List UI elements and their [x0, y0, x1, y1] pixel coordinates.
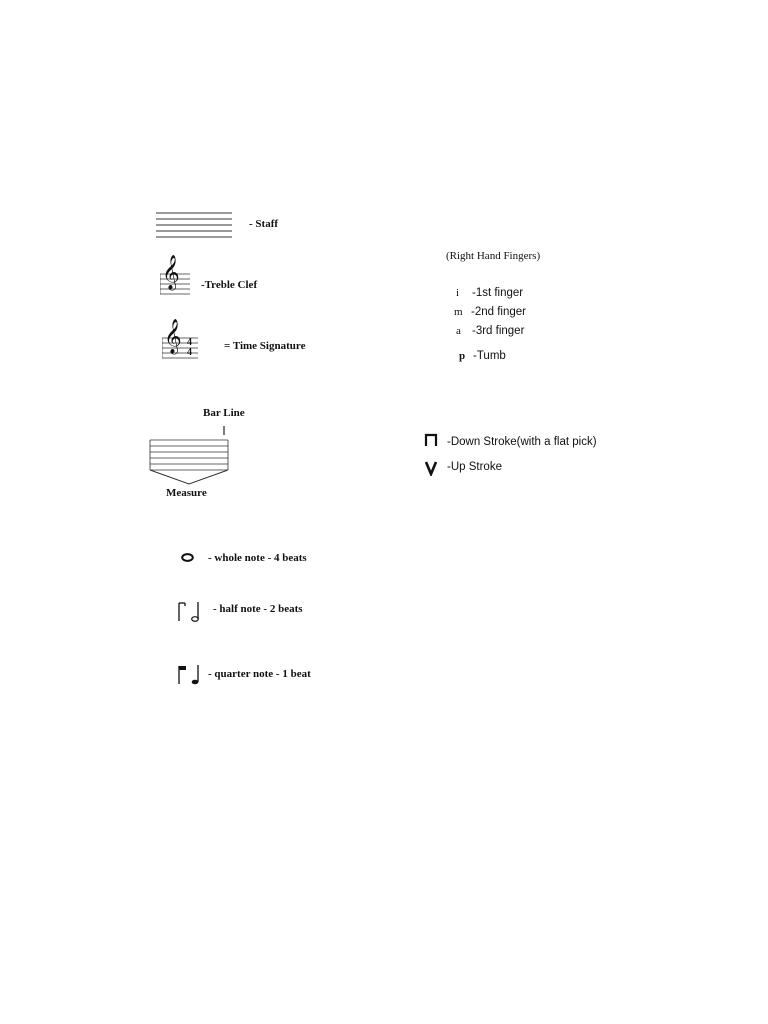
half-note-label: - half note - 2 beats [213, 603, 303, 615]
staff-symbol [156, 210, 232, 240]
finger-letter-a: a [456, 325, 461, 337]
time-signature-clef-icon: 𝄞 [164, 319, 182, 354]
half-note-icon [176, 601, 200, 623]
up-stroke-icon [424, 460, 438, 476]
time-signature-label: = Time Signature [224, 340, 306, 352]
quarter-note-icon [176, 664, 200, 686]
quarter-note-label: - quarter note - 1 beat [208, 668, 311, 680]
finger-desc-p: -Tumb [473, 350, 506, 362]
down-stroke-icon [424, 433, 438, 447]
time-signature-top: 4 [187, 337, 192, 348]
finger-desc-m: -2nd finger [471, 306, 526, 318]
treble-clef-label: -Treble Clef [201, 279, 258, 291]
whole-note-icon [181, 553, 194, 562]
measure-label: Measure [166, 487, 207, 499]
finger-desc-a: -3rd finger [472, 325, 525, 337]
finger-letter-i: i [456, 287, 460, 299]
measure-diagram [146, 426, 236, 488]
time-signature-bottom: 4 [187, 347, 192, 358]
down-stroke-label: -Down Stroke(with a flat pick) [447, 436, 597, 448]
bar-line-label: Bar Line [203, 407, 245, 419]
up-stroke-label: -Up Stroke [447, 461, 502, 473]
finger-letter-p: p [459, 350, 466, 362]
finger-desc-i: -1st finger [472, 287, 524, 299]
finger-letter-m: m [454, 306, 463, 318]
whole-note-label: - whole note - 4 beats [208, 552, 307, 564]
staff-label: - Staff [249, 218, 279, 230]
right-hand-heading: (Right Hand Fingers) [446, 250, 541, 262]
treble-clef-icon: 𝄞 [162, 255, 180, 290]
